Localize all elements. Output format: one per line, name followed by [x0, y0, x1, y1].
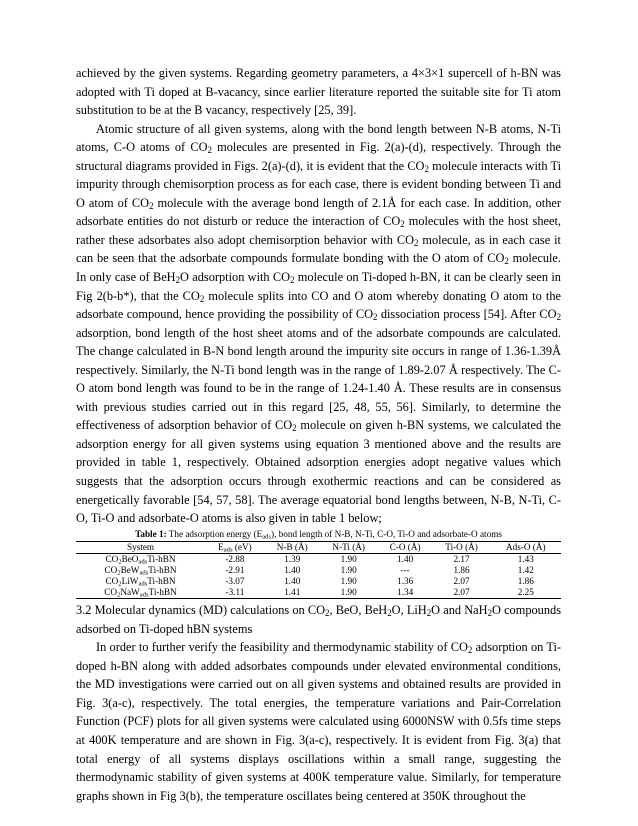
eads-cell: -2.91 — [225, 564, 245, 575]
co-cell: 1.40 — [397, 553, 414, 564]
table-header-row — [76, 541, 561, 553]
adsorption-table — [76, 541, 561, 599]
nb-cell: 1.41 — [284, 587, 301, 598]
adso-cell: 2.25 — [517, 587, 534, 598]
system-cell: $CO_2BeO_{ads}Ti$-hBN — [105, 553, 176, 566]
adso-cell: 1.86 — [517, 575, 534, 586]
nb-cell: 1.40 — [284, 575, 301, 586]
nb-cell: 1.39 — [284, 553, 301, 564]
paragraph-geometry: achieved by the given systems. Regarding geometry parameters, a 4×3×1 supercell of h-BN was adopted with Ti doped at B-vacancy, since earlier literature reported the suitable site for Ti atom substitution to be at the B vacancy, respectively [25, 39]. — [76, 66, 561, 118]
co-cell: 1.34 — [397, 587, 414, 598]
header-adso: Ads-O (Å) — [506, 541, 546, 552]
nti-cell: 1.90 — [340, 575, 357, 586]
header-system: System — [126, 541, 155, 552]
section-heading: 3.2 Molecular dynamics (MD) calculations on $CO_2$, BeO, BeH$_2$O, LiH$_2$O and NaH$_2$O compounds adsorbed on Ti-doped hBN systems — [76, 603, 561, 636]
nti-cell: 1.90 — [340, 553, 357, 564]
nti-cell: 1.90 — [340, 587, 357, 598]
eads-cell: -2.88 — [225, 553, 245, 564]
table-row — [76, 553, 561, 565]
tio-cell: 1.86 — [453, 564, 470, 575]
header-eads: $E_{ads}$ (eV) — [218, 541, 252, 554]
header-nti: N-Ti (Å) — [332, 541, 365, 552]
header-co: C-O (Å) — [389, 541, 421, 552]
system-cell: $CO_2BeW_{ads}Ti$-hBN — [104, 564, 177, 577]
adso-cell: 1.43 — [517, 553, 534, 564]
system-cell: $CO_2LiW_{ads}Ti$-hBN — [105, 575, 176, 588]
document-page — [76, 64, 561, 805]
system-cell: $CO_2NaW_{ads}Ti$-hBN — [104, 587, 177, 599]
nb-cell: 1.40 — [284, 564, 301, 575]
eads-cell: -3.11 — [225, 587, 245, 598]
eads-cell: -3.07 — [225, 575, 245, 586]
co-cell: --- — [400, 564, 410, 575]
table-row — [76, 565, 561, 576]
header-tio: Ti-O (Å) — [445, 541, 478, 552]
paragraph-md: In order to further verify the feasibility and thermodynamic stability of $CO_2$ adsorption on Ti-doped h-BN along with added adsorbates compounds under elevated environmental conditions, the MD investigations were carried out on all given systems and obtained results are provided in Fig. 3(a-c), respectively. The total energies, the temperature variations and Pair-Correlation Function (PCF) plots for all given systems were calculated using 6000NSW with 0.5fs time steps at 400K temperature and are shown in Fig. 3(a-c), respectively. It is evident from Fig. 3(a) that total energy of all systems displays oscillations within a small range, suggesting the thermodynamic stability of given systems at 400K temperature value. Similarly, for temperature graphs shown in Fig 3(b), the temperature oscillates being centered at 350K throughout the — [76, 640, 561, 803]
header-nb: N-B (Å) — [276, 541, 308, 552]
nti-cell: 1.90 — [340, 564, 357, 575]
tio-cell: 2.17 — [453, 553, 470, 564]
table-caption: Table 1: The adsorption energy $(E_{ads})$, bond length of N-B, N-Ti, C-O, Ti-O and adsorbate-O atoms — [135, 528, 502, 541]
adso-cell: 1.42 — [517, 564, 534, 575]
co-cell: 1.36 — [397, 575, 414, 586]
table-row — [76, 576, 561, 587]
paragraph-structure: Atomic structure of all given systems, along with the bond length between N-B atoms, N-Ti atoms, C-O atoms of $CO_2$ molecules are presented in Fig. 2(a)-(d), respectively. Through the structural diagrams provided in Figs. 2(a)-(d), it is evident that the $CO_2$ molecule interacts with Ti impurity through chemisorption process as for each case, there is evident bonding between Ti and O atom of $CO_2$ molecule with the average bond length of 2.1Å for each case. In addition, other adsorbate entities do not disturb or reduce the interaction of $CO_2$ molecules with the host sheet, rather these adsorbates also adopt chemisorption behavior with $CO_2$ molecule, as in each case it can be seen that the adsorbate compounds formulate bonding with the O atom of $CO_2$ molecule. In only case of BeH$_2$O adsorption with $CO_2$ molecule on Ti-doped h-BN, it can be clearly seen in Fig 2(b-b*), that the $CO_2$ molecule splits into CO and O atom whereby donating O atom to the adsorbate compound, hence providing the possibility of $CO_2$ dissociation process [54]. After $CO_2$ adsorption, bond length of the host sheet atoms and of the adsorbate compounds are calculated. The change calculated in B-N bond length around the impurity site occurs in range of 1.36-1.39Å respectively. Similarly, the N-Ti bond length was in the range of 1.89-2.07 Å respectively. The C-O atom bond length was found to be in the range of 1.24-1.40 Å. These results are in consensus with previous studies carried out in this regard [25, 48, 55, 56]. Similarly, to determine the effectiveness of adsorption behavior of $CO_2$ molecule on given h-BN systems, we calculated the adsorption energy for all given systems using equation 3 mentioned above and the results are provided in table 1, respectively. Obtained adsorption energies adopt negative values which suggests that the adsorption occurs through exothermic reactions and can be considered as energetically favorable [54, 57, 58]. The average equatorial bond lengths between, N-B, N-Ti, C-O, Ti-O and adsorbate-O atoms is also given in table 1 below; — [76, 121, 562, 526]
tio-cell: 2.07 — [453, 575, 470, 586]
table-row — [76, 587, 561, 599]
tio-cell: 2.07 — [453, 587, 470, 598]
